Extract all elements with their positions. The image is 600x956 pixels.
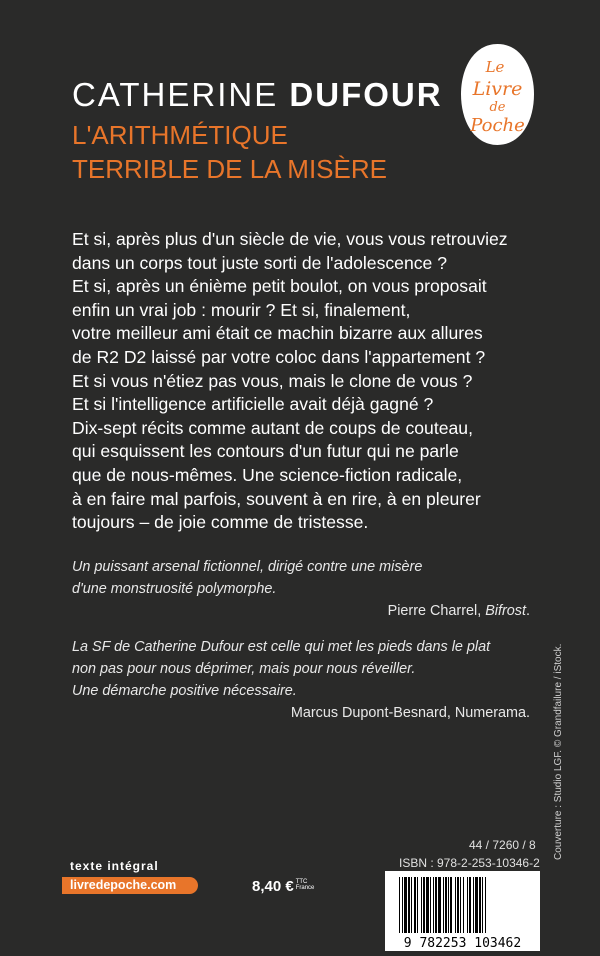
barcode-bar — [475, 877, 478, 933]
barcode-graphic — [385, 871, 540, 951]
barcode-bar — [438, 877, 441, 933]
barcode-digits: 9 782253 103462 — [403, 936, 522, 951]
barcode-bar — [457, 877, 459, 933]
website-link[interactable]: livredepoche.com — [62, 877, 198, 894]
blurb-line: Et si l'intelligence artificielle avait déjà gagné ? — [72, 394, 434, 415]
back-cover-blurb — [72, 228, 542, 535]
barcode-bar — [426, 877, 429, 933]
price-value: 8,40 € — [252, 878, 294, 895]
logo-text-livre: Livre — [472, 78, 523, 100]
barcode-bar — [463, 877, 464, 933]
barcode-bar — [430, 877, 431, 933]
barcode-bar — [450, 877, 452, 933]
barcode-bar — [414, 877, 416, 933]
logo-text-le: Le — [485, 58, 505, 76]
quote-line: d'une monstruosité polymorphe. — [72, 581, 277, 597]
barcode-bar — [402, 877, 403, 933]
quote-line: La SF de Catherine Dufour est celle qui met les pieds dans le plat — [72, 639, 491, 655]
blurb-line: Et si, après un énième petit boulot, on vous proposait — [72, 276, 487, 297]
press-quote-numerama — [72, 636, 542, 724]
barcode-bar — [482, 877, 483, 933]
barcode-bar — [485, 877, 486, 933]
blurb-line: Et si, après plus d'un siècle de vie, vous vous retrouviez — [72, 229, 508, 249]
barcode-bar — [435, 877, 437, 933]
quote-line: non pas pour nous déprimer, mais pour nous réveiller. — [72, 661, 416, 677]
barcode-bar — [469, 877, 471, 933]
price-ttc-france — [296, 879, 315, 891]
barcode-bar — [467, 877, 468, 933]
quote-line: Un puissant arsenal fictionnel, dirigé contre une misère — [72, 559, 423, 575]
barcode-bar — [460, 877, 461, 933]
barcode-bar — [433, 877, 434, 933]
blurb-line: Et si vous n'étiez pas vous, mais le clone de vous ? — [72, 370, 473, 391]
quote-source: Bifrost — [485, 603, 526, 619]
barcode-bar — [404, 877, 407, 933]
barcode-bar — [473, 877, 474, 933]
price — [252, 878, 314, 895]
author-last-name: DUFOUR — [289, 76, 443, 113]
barcode-bar — [421, 877, 422, 933]
catalog-code: 44 / 7260 / 8 — [469, 838, 536, 852]
ttc-label: TTC — [295, 879, 308, 885]
barcode-bar — [455, 877, 456, 933]
logo-text-poche: Poche — [470, 115, 525, 136]
press-quote-bifrost — [72, 556, 542, 622]
barcode-bar — [479, 877, 481, 933]
texte-integral-label: texte intégral — [70, 859, 159, 873]
quote-author: Pierre Charrel, — [387, 603, 486, 619]
blurb-line: votre meilleur ami était ce machin bizarre aux allures — [72, 323, 483, 344]
blurb-line: enfin un vrai job : mourir ? Et si, finalement, — [72, 299, 411, 320]
barcode-bar — [445, 877, 447, 933]
barcode-bar — [399, 877, 400, 933]
country-label: France — [295, 885, 315, 891]
blurb-line: Dix-sept récits comme autant de coups de couteau, — [72, 417, 473, 438]
barcode-bar — [408, 877, 410, 933]
blurb-line: que de nous-mêmes. Une science-fiction radicale, — [72, 464, 463, 485]
title-line: L'ARITHMÉTIQUE — [72, 120, 288, 150]
blurb-line: de R2 D2 laissé par votre coloc dans l'appartement ? — [72, 346, 486, 367]
barcode-bar — [448, 877, 449, 933]
isbn: ISBN : 978-2-253-10346-2 — [399, 856, 540, 870]
barcode-bar — [411, 877, 412, 933]
blurb-line: toujours – de joie comme de tristesse. — [72, 512, 369, 533]
quote-attribution: Marcus Dupont-Besnard, Numerama. — [290, 705, 530, 721]
blurb-line: qui esquissent les contours d'un futur qui ne parle — [72, 441, 459, 462]
cover-credits: Couverture : Studio LGF. © Grandfailure / iStock. — [553, 643, 564, 860]
barcode — [385, 871, 540, 951]
quote-end: . — [526, 603, 530, 619]
quote-line: Une démarche positive nécessaire. — [72, 683, 297, 699]
barcode-bars — [399, 877, 486, 933]
quote-attribution — [72, 600, 542, 622]
logo-text-de: de — [489, 100, 506, 115]
book-title — [72, 118, 387, 186]
barcode-bar — [417, 877, 418, 933]
barcode-bar — [443, 877, 444, 933]
title-line: TERRIBLE DE LA MISÈRE — [72, 154, 387, 184]
blurb-line: à en faire mal parfois, souvent à en rire, à en pleurer — [72, 488, 481, 509]
livre-de-poche-logo — [459, 42, 536, 147]
barcode-bar — [423, 877, 425, 933]
author-name — [72, 78, 443, 111]
blurb-line: dans un corps tout juste sorti de l'adolescence ? — [72, 252, 448, 273]
author-first-name: CATHERINE — [72, 76, 290, 113]
